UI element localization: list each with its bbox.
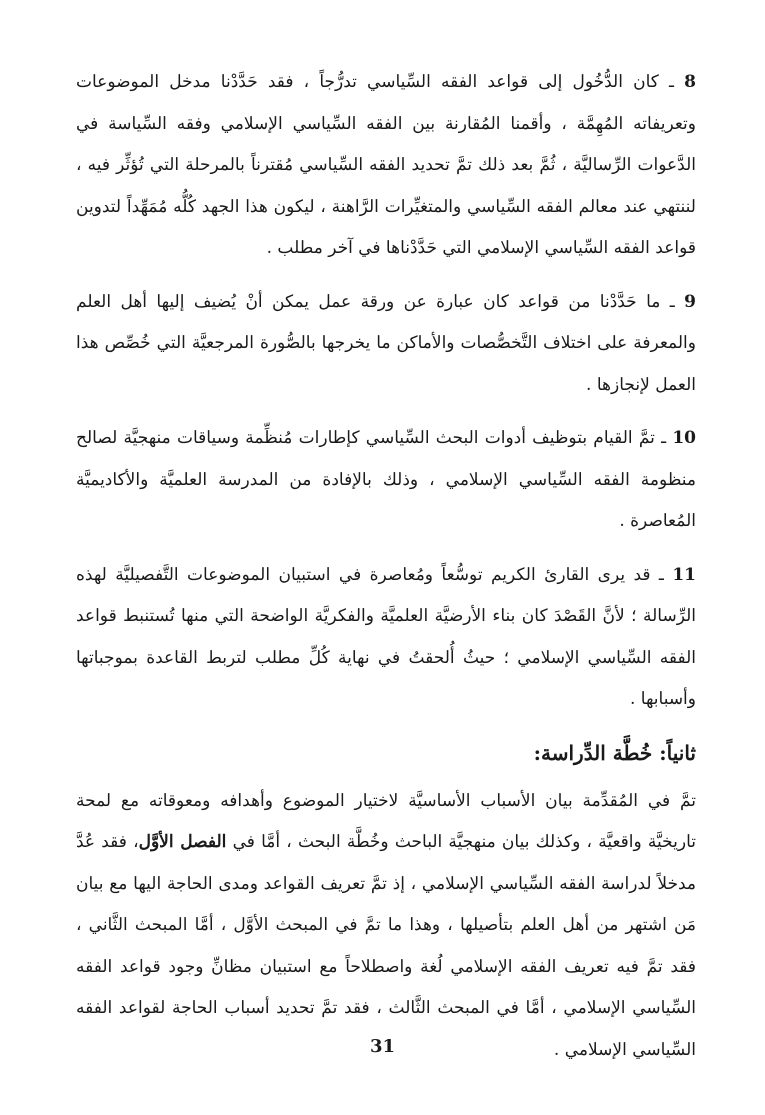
study-plan-paragraph bbox=[76, 781, 696, 1072]
plan-text-part-1: تمَّ في المُقدِّمة بيان الأسباب الأساسيَّة لاختيار الموضوع وأهدافه ومعوقاته مع لمحة تاريخيَّة واقعيَّة ، وكذلك بيان منهجيَّة الباحث وخُطَّة البحث ، أمَّا في bbox=[76, 790, 696, 852]
paragraph-9 bbox=[76, 282, 696, 407]
paragraph-number: 9 bbox=[684, 291, 697, 312]
page-body bbox=[76, 62, 696, 1083]
section-heading: ثانياً: خُطَّة الدِّراسة: bbox=[533, 740, 696, 765]
paragraph-text: ـ ما حَدَّدْنا من قواعد كان عبارة عن ورقة عمل يمكن أنْ يُضيف إليها أهل العلم والمعرفة على اختلاف التَّخصُّصات والأماكن ما يخرجها بالصُّورة المرجعيَّة التي خُصِّص هذا العمل لإنجازها . bbox=[76, 291, 696, 395]
page-number: 31 bbox=[369, 1036, 396, 1057]
paragraph-number: 8 bbox=[684, 72, 697, 92]
paragraph-number: 11 bbox=[672, 564, 696, 585]
paragraph-8 bbox=[76, 62, 696, 270]
paragraph-text: ـ كان الدُّخُول إلى قواعد الفقه السِّياسي تدرُّجاً ، فقد حَدَّدْنا مدخل الموضوعات وتعريفاته المُهِمَّة ، وأقمنا المُقارنة بين الفقه السِّياسي الإسلامي وفقه السِّياسة في الدَّعوات الرِّساليَّة ، ثُمَّ بعد ذلك تمَّ تحديد الفقه السِّياسي مُقترناً بالمرحلة التي تُؤثِّر فيه ، لننتهي عند معالم الفقه السِّياسي والمتغيِّرات الرَّاهنة ، ليكون هذا الجهد كُلُّه مُمَهِّداً لتدوين قواعد الفقه السِّياسي الإسلامي التي حَدَّدْناها في آخر مطلب . bbox=[76, 72, 696, 258]
paragraph-10 bbox=[76, 418, 696, 543]
plan-text-part-2: ، فقد عُدَّ مدخلاً لدراسة الفقه السِّياسي الإسلامي ، إذ تمَّ تعريف القواعد ومدى الحاجة اليها مع بيان مَن اشتهر من أهل العلم بتأصيلها ، وهذا ما تمَّ في المبحث الأوَّل ، أمَّا المبحث الثَّاني ، فقد تمَّ فيه تعريف الفقه الإسلامي لُغة واصطلاحاً مع استبيان مظانِّ وجود قواعد الفقه السِّياسي الإسلامي ، أمَّا في المبحث الثَّالث ، فقد تمَّ تحديد أسباب الحاجة لقواعد الفقه السِّياسي الإسلامي . bbox=[76, 832, 696, 1060]
paragraph-text: ـ قد يرى القارئ الكريم توسُّعاً ومُعاصرة في استبيان الموضوعات التَّفصيليَّة لهذه الرِّسالة ؛ لأنَّ القَصْدَ كان بناء الأرضيَّة العلميَّة والفكريَّة الواضحة التي منها تُستنبط قواعد الفقه السِّياسي الإسلامي ؛ حيثُ أُلحقتُ في نهاية كُلِّ مطلب لتربط القاعدة بموجباتها وأسبابها . bbox=[76, 564, 696, 709]
paragraph-number: 10 bbox=[672, 428, 697, 448]
paragraph-text: ـ تمَّ القيام بتوظيف أدوات البحث السِّياسي كإطارات مُنظِّمة وسياقات منهجيَّة لصالح منظومة الفقه السِّياسي الإسلامي ، وذلك بالإفادة من المدرسة العلميَّة والأكاديميَّة المُعاصرة . bbox=[76, 428, 696, 531]
plan-chapter-one-bold: الفصل الأوَّل bbox=[138, 832, 227, 852]
paragraph-11 bbox=[76, 555, 696, 721]
